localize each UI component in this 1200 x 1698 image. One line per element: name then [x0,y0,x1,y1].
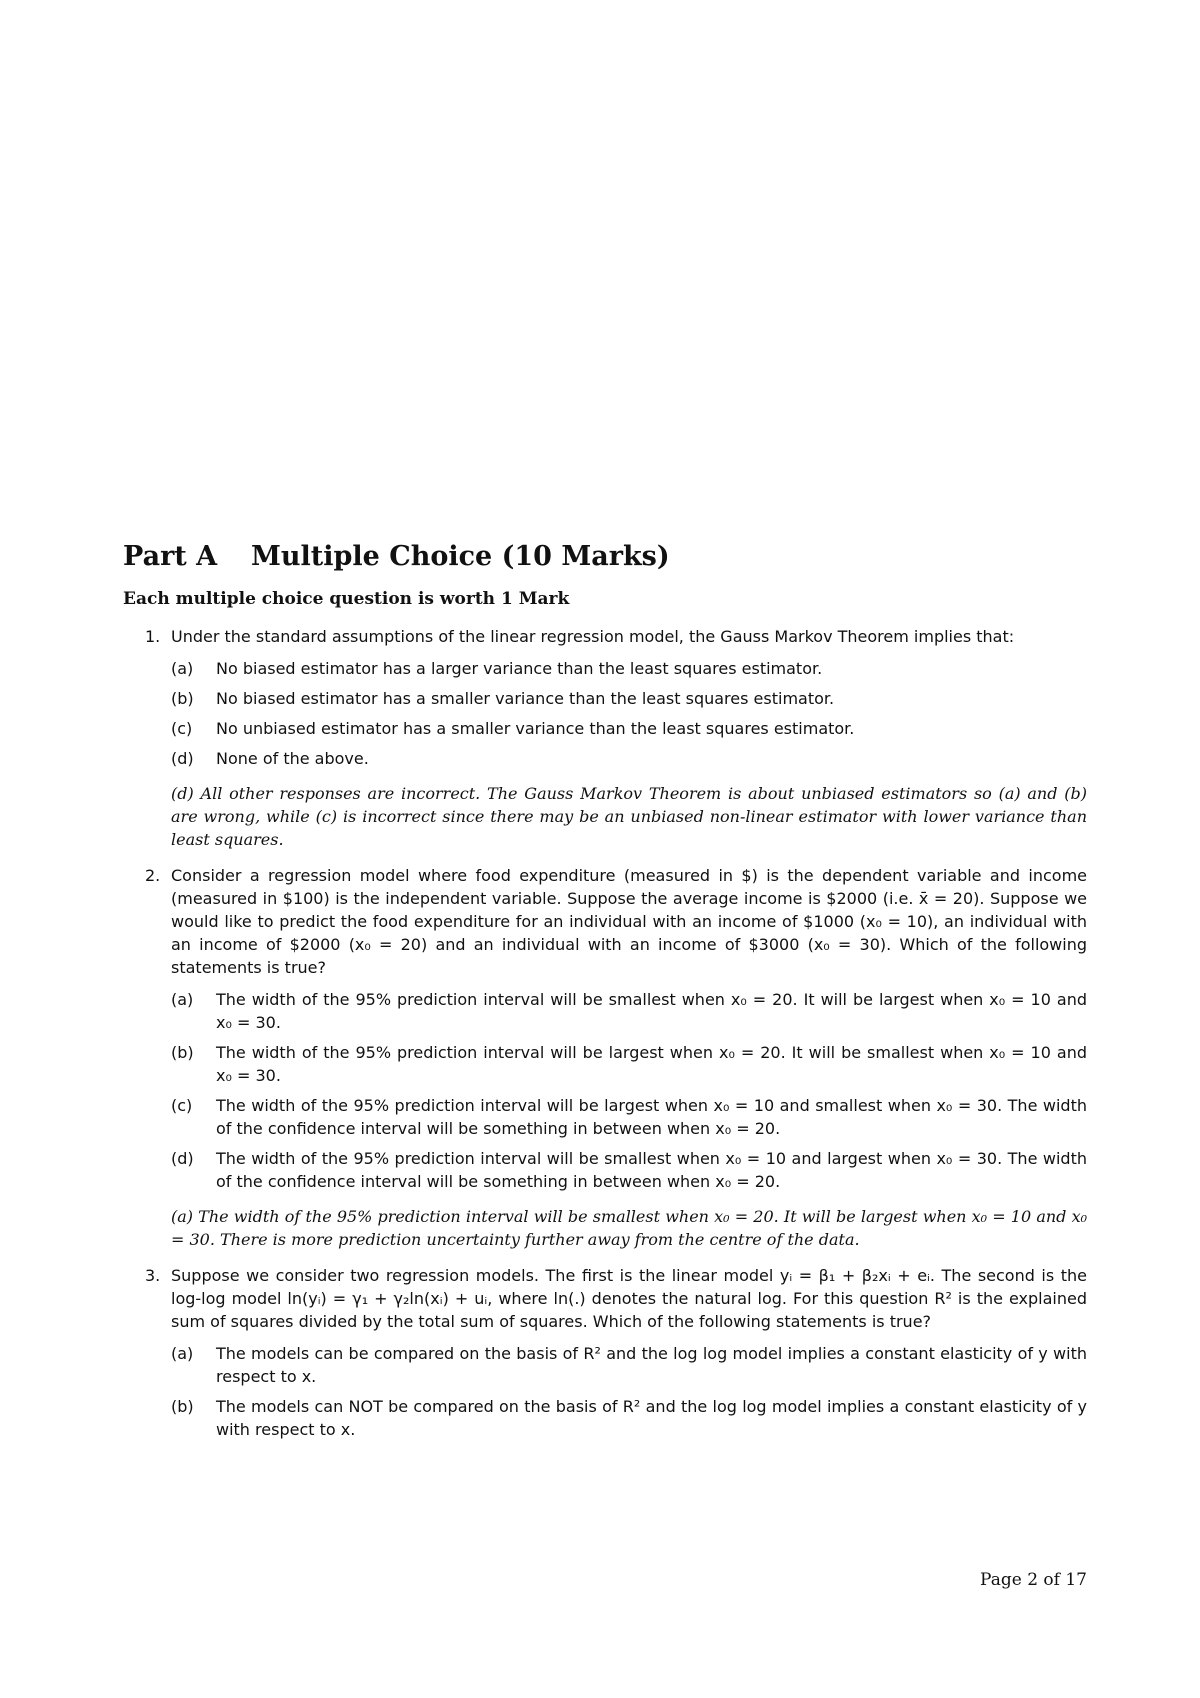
option-text: No biased estimator has a larger variance than the least squares estimator. [216,659,823,678]
question-number: 3. [145,1266,161,1285]
option-d [171,1147,1087,1193]
option-list [171,657,1087,770]
option-letter: (a) [171,659,194,678]
option-b [171,687,1087,710]
option-a [171,657,1087,680]
option-text: No unbiased estimator has a smaller variance than the least squares estimator. [216,719,855,738]
marks-note: Each multiple choice question is worth 1 Mark [123,589,570,609]
option-letter: (b) [171,1397,194,1416]
part-heading [123,536,1087,578]
option-letter: (d) [171,749,194,768]
question-2 [123,864,1087,1251]
option-letter: (a) [171,990,194,1009]
option-text: None of the above. [216,749,369,768]
question-stem: Under the standard assumptions of the linear regression model, the Gauss Markov Theorem implies that: [171,627,1015,646]
option-b [171,1395,1087,1441]
question-list [123,625,1087,1441]
option-a [171,1342,1087,1388]
option-letter: (d) [171,1149,194,1168]
option-text: The width of the 95% prediction interval will be largest when x₀ = 20. It will be smallest when x₀ = 10 and x₀ = 30. [216,1043,1087,1085]
part-title: Multiple Choice (10 Marks) [251,541,670,572]
option-text: The models can be compared on the basis of R² and the log log model implies a constant elasticity of y with respect to x. [216,1344,1087,1386]
option-list [171,1342,1087,1441]
question-1 [123,625,1087,851]
option-text: No biased estimator has a smaller variance than the least squares estimator. [216,689,835,708]
option-c [171,717,1087,740]
option-c [171,1094,1087,1140]
question-3 [123,1264,1087,1441]
option-d [171,747,1087,770]
option-text: The width of the 95% prediction interval will be smallest when x₀ = 20. It will be largest when x₀ = 10 and x₀ = 30. [216,990,1087,1032]
option-letter: (c) [171,1096,193,1115]
option-list [171,988,1087,1193]
page-content [123,536,1087,1448]
option-a [171,988,1087,1034]
option-text: The width of the 95% prediction interval will be smallest when x₀ = 10 and largest when x₀ = 30. The width of the confidence interval will be something in between when x₀ = 20. [216,1149,1087,1191]
option-letter: (a) [171,1344,194,1363]
part-label: Part A [123,541,218,572]
question-stem: Consider a regression model where food expenditure (measured in $) is the dependent variable and income (measured in $100) is the independent variable. Suppose the average income is $2000 (i.e. x̄ = 20). Suppose we would like to predict the food expenditure for an individual with an income of $1000 (x₀ = 10), an individual with an income of $2000 (x₀ = 20) and an individual with an income of $3000 (x₀ = 30). Which of the following statements is true? [171,866,1087,977]
option-b [171,1041,1087,1087]
question-number: 2. [145,866,161,885]
option-text: The width of the 95% prediction interval will be largest when x₀ = 10 and smallest when x₀ = 30. The width of the confidence interval will be something in between when x₀ = 20. [216,1096,1087,1138]
question-stem: Suppose we consider two regression models. The first is the linear model yᵢ = β₁ + β₂xᵢ + eᵢ. The second is the log-log model ln(yᵢ) = γ₁ + γ₂ln(xᵢ) + uᵢ, where ln(.) denotes the natural log. For this question R² is the explained sum of squares divided by the total sum of squares. Which of the following statements is true? [171,1266,1087,1331]
question-number: 1. [145,627,161,646]
option-letter: (c) [171,719,193,738]
option-letter: (b) [171,689,194,708]
option-text: The models can NOT be compared on the basis of R² and the log log model implies a constant elasticity of y with respect to x. [216,1397,1087,1439]
page-number: Page 2 of 17 [980,1570,1087,1590]
answer-explanation: (a) The width of the 95% prediction interval will be smallest when x₀ = 20. It will be largest when x₀ = 10 and x₀ = 30. There is more prediction uncertainty further away from the centre of the data. [171,1207,1087,1249]
answer-explanation: (d) All other responses are incorrect. The Gauss Markov Theorem is about unbiased estimators so (a) and (b) are wrong, while (c) is incorrect since there may be an unbiased non-linear estimator with lower variance than least squares. [171,784,1087,849]
option-letter: (b) [171,1043,194,1062]
